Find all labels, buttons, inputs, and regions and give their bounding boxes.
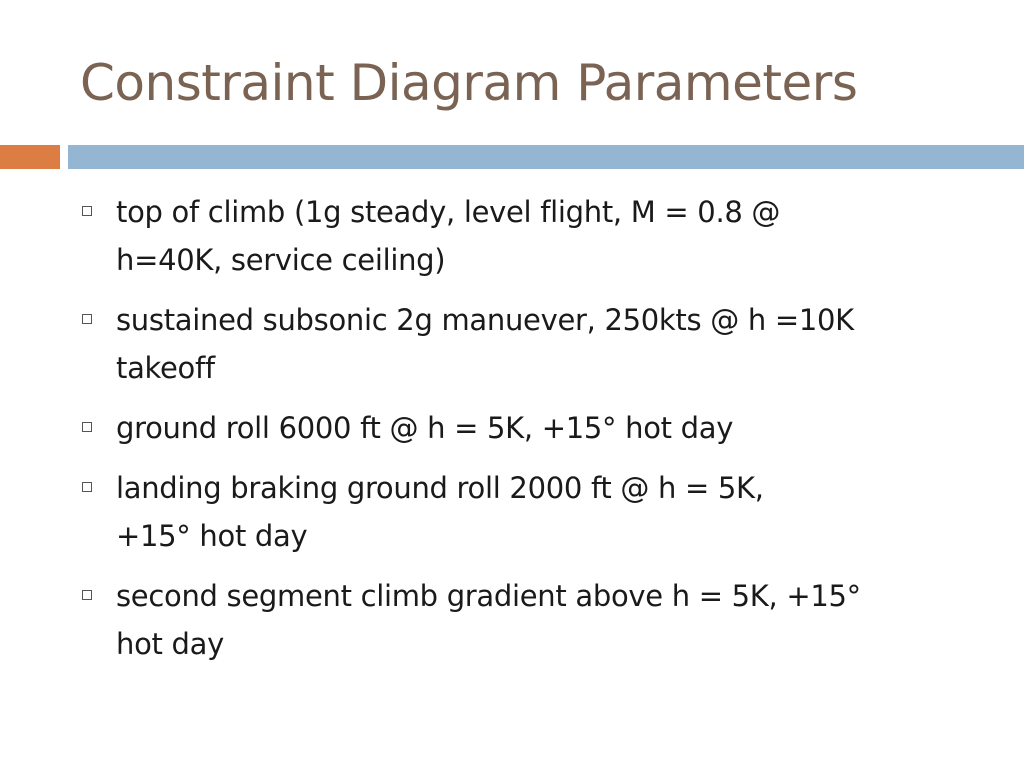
bullet-list — [82, 188, 982, 680]
square-bullet-icon — [82, 206, 92, 216]
accent-bar-orange — [0, 145, 60, 169]
square-bullet-icon — [82, 482, 92, 492]
bullet-text-line: hot day — [116, 627, 224, 661]
bullet-item — [82, 572, 982, 668]
bullet-text-line: +15° hot day — [116, 519, 308, 553]
bullet-text-line: h=40K, service ceiling) — [116, 243, 446, 277]
square-bullet-icon — [82, 314, 92, 324]
square-bullet-icon — [82, 422, 92, 432]
square-bullet-icon — [82, 590, 92, 600]
bullet-text-line: landing braking ground roll 2000 ft @ h = 5K, — [116, 471, 764, 505]
bullet-text-line: second segment climb gradient above h = 5K, +15° — [116, 579, 861, 613]
bullet-text-line: ground roll 6000 ft @ h = 5K, +15° hot day — [116, 411, 734, 445]
bullet-text-line: takeoff — [116, 351, 215, 385]
accent-bar-blue — [68, 145, 1024, 169]
bullet-text-line: top of climb (1g steady, level flight, M = 0.8 @ — [116, 195, 781, 229]
bullet-text-line: sustained subsonic 2g manuever, 250kts @ h =10K — [116, 303, 854, 337]
bullet-item — [82, 404, 982, 452]
bullet-item — [82, 188, 982, 284]
slide-title: Constraint Diagram Parameters — [80, 54, 858, 112]
bullet-item — [82, 464, 982, 560]
bullet-item — [82, 296, 982, 392]
